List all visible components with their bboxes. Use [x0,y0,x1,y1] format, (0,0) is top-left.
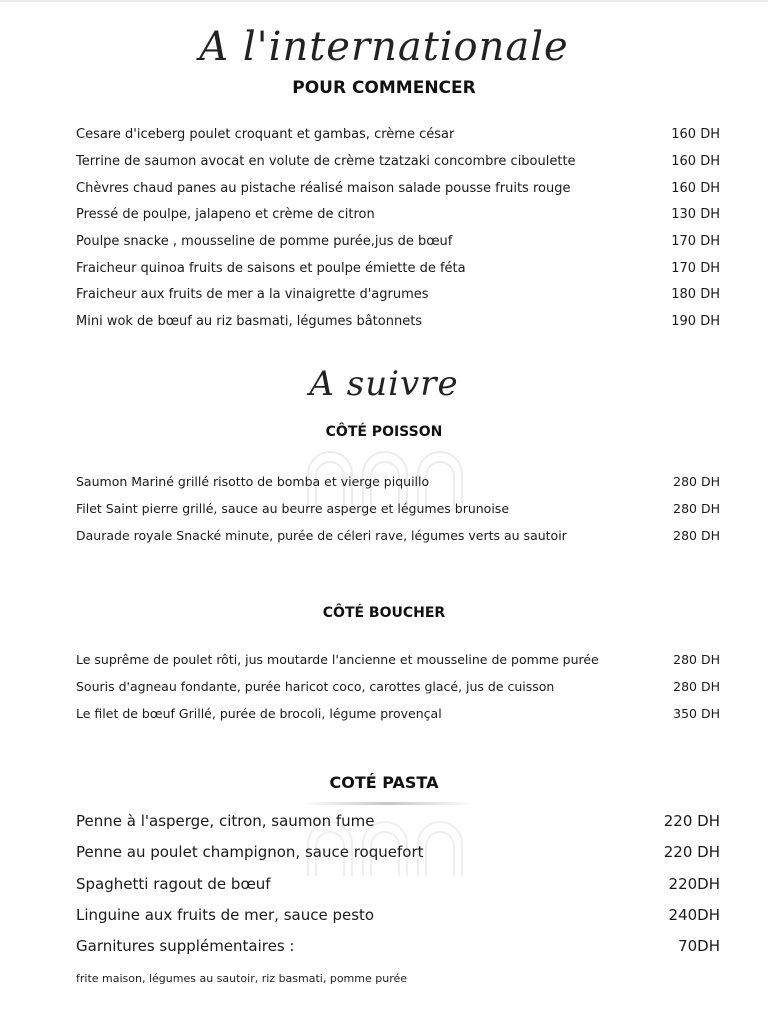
item-price: 280 DH [673,501,720,516]
item-name: Daurade royale Snacké minute, purée de céleri rave, légumes verts au sautoir [76,528,567,543]
menu-item [76,474,720,494]
item-name: Chèvres chaud panes au pistache réalisé maison salade pousse fruits rouge [76,181,571,196]
menu-item [76,906,720,926]
item-price: 220 DH [663,843,720,861]
item-name: Poulpe snacke , mousseline de pomme purée,jus de bœuf [76,234,453,249]
heading-underline [300,802,476,805]
starters-heading: POUR COMMENCER [292,78,476,98]
fish-heading: CÔTÉ POISSON [325,424,443,440]
menu-item [76,261,720,281]
item-name: Souris d'agneau fondante, purée haricot coco, carottes glacé, jus de cuisson [76,679,555,694]
item-name: Terrine de saumon avocat en volute de crème tzatzaki concombre ciboulette [76,154,576,169]
item-price: 190 DH [671,314,720,329]
item-price: 160 DH [671,154,720,169]
menu-item [76,501,720,521]
menu-item [76,314,720,334]
menu-item [76,937,720,957]
item-name: Linguine aux fruits de mer, sauce pesto [76,906,375,924]
menu-item [76,528,720,548]
top-divider [0,0,768,2]
item-price: 280 DH [673,679,720,694]
item-price: 180 DH [671,287,720,302]
item-price: 130 DH [671,207,720,222]
menu-item [76,287,720,307]
garnish-note: frite maison, légumes au sautoir, riz basmati, pomme purée [76,972,408,985]
item-price: 220DH [668,875,720,893]
menu-item [76,127,720,147]
menu-item [76,843,720,863]
mains-title: A suivre [309,364,459,404]
item-price: 240DH [668,906,720,924]
item-name: Garnitures supplémentaires : [76,937,295,955]
menu-item [76,875,720,895]
pasta-heading: COTÉ PASTA [329,773,439,792]
meat-heading: CÔTÉ BOUCHER [322,605,446,621]
item-price: 70DH [678,937,720,955]
menu-item [76,679,720,699]
item-name: Fraicheur aux fruits de mer a la vinaigrette d'agrumes [76,287,429,302]
item-price: 170 DH [671,261,720,276]
item-name: Fraicheur quinoa fruits de saisons et poulpe émiette de féta [76,261,466,276]
menu-item [76,812,720,832]
menu-item [76,181,720,201]
menu-item [76,706,720,726]
item-price: 350 DH [673,706,720,721]
item-name: Pressé de poulpe, jalapeno et crème de citron [76,207,375,222]
item-price: 170 DH [671,234,720,249]
item-price: 220 DH [663,812,720,830]
item-name: Le suprême de poulet rôti, jus moutarde l'ancienne et mousseline de pomme purée [76,652,599,667]
item-name: Penne au poulet champignon, sauce roquefort [76,843,424,861]
item-price: 280 DH [673,528,720,543]
item-name: Le filet de bœuf Grillé, purée de brocoli, légume provençal [76,706,442,721]
item-price: 280 DH [673,474,720,489]
menu-item [76,154,720,174]
item-name: Penne à l'asperge, citron, saumon fume [76,812,375,830]
item-price: 160 DH [671,127,720,142]
menu-item [76,207,720,227]
menu-item [76,234,720,254]
item-price: 280 DH [673,652,720,667]
item-name: Saumon Mariné grillé risotto de bomba et vierge piquillo [76,474,430,489]
item-price: 160 DH [671,181,720,196]
menu-item [76,652,720,672]
item-name: Cesare d'iceberg poulet croquant et gambas, crème césar [76,127,455,142]
item-name: Mini wok de bœuf au riz basmati, légumes bâtonnets [76,314,423,329]
item-name: Spaghetti ragout de bœuf [76,875,271,893]
menu-title: A l'internationale [199,24,569,70]
item-name: Filet Saint pierre grillé, sauce au beurre asperge et légumes brunoise [76,501,510,516]
